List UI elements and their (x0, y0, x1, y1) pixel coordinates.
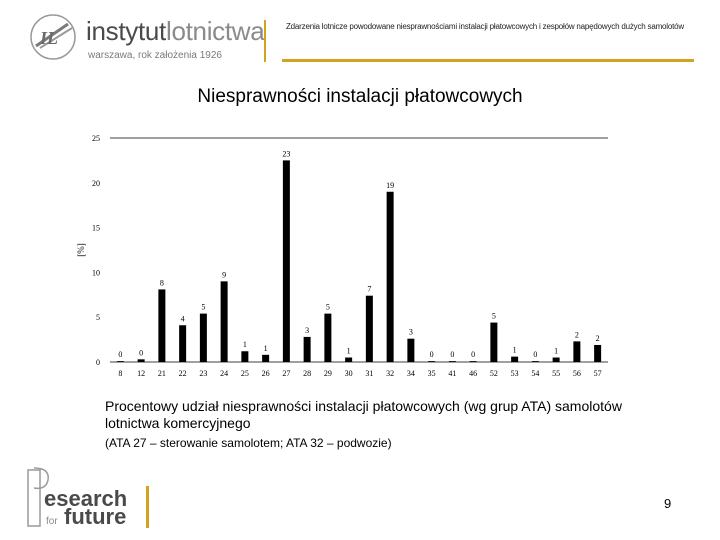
data-label: 1 (512, 345, 517, 355)
logo-future-text: future (64, 504, 127, 529)
data-label: 7 (367, 284, 372, 294)
x-tick-label: 23 (199, 369, 208, 378)
bar (594, 345, 601, 362)
logo-research-text: esearch (44, 486, 128, 511)
bar (553, 358, 560, 362)
x-tick-label: 31 (365, 369, 374, 378)
header (0, 0, 720, 70)
data-label: 0 (471, 350, 476, 360)
x-tick-label: 52 (489, 369, 498, 378)
bar (407, 339, 414, 362)
x-tick-label: 29 (323, 369, 332, 378)
data-label: 19 (386, 180, 395, 190)
x-tick-label: 25 (240, 369, 249, 378)
chart-caption: Procentowy udział niesprawności instalacji płatowcowych (wg grup ATA) samolotów lotnictwa komercyjnego (105, 398, 622, 431)
y-tick-label: 15 (92, 223, 100, 233)
data-label: 0 (139, 348, 144, 358)
x-tick-label: 55 (552, 369, 561, 378)
bar (179, 325, 186, 362)
bar (117, 361, 124, 362)
bar (532, 361, 539, 362)
svg-text:IL: IL (40, 28, 58, 48)
bar (283, 160, 290, 362)
bar (200, 314, 207, 362)
bar (158, 289, 165, 362)
data-label: 1 (346, 346, 351, 356)
data-label: 3 (305, 325, 310, 335)
data-label: 4 (180, 314, 185, 324)
bar (490, 323, 497, 362)
data-label: 5 (201, 302, 206, 312)
x-tick-label: 54 (531, 369, 540, 378)
data-label: 5 (491, 311, 496, 321)
x-tick-label: 34 (406, 369, 415, 378)
x-tick-label: 56 (572, 369, 581, 378)
logo-for-text: for (46, 516, 58, 527)
data-label: 23 (282, 149, 291, 159)
chart-caption-note: (ATA 27 – sterowanie samolotem; ATA 32 – podwozie) (105, 436, 392, 450)
bar (221, 281, 228, 362)
x-tick-label: 57 (593, 369, 602, 378)
header-divider (264, 20, 266, 62)
x-tick-label: 30 (344, 369, 353, 378)
x-tick-label: 22 (178, 369, 187, 378)
bar (138, 359, 145, 362)
bar (345, 358, 352, 362)
x-tick-label: 28 (303, 369, 312, 378)
x-tick-label: 41 (448, 369, 457, 378)
data-label: 2 (595, 333, 600, 343)
bar (324, 314, 331, 362)
bar (511, 357, 518, 362)
x-tick-label: 32 (386, 369, 395, 378)
bar (304, 337, 311, 362)
data-label: 3 (408, 327, 413, 337)
page-number: 9 (664, 496, 672, 511)
data-label: 9 (222, 270, 227, 280)
bar (241, 351, 248, 362)
data-label: 0 (429, 350, 434, 360)
bar (428, 361, 435, 362)
bar (262, 355, 269, 362)
logo-name: instytutlotnictwa (86, 16, 265, 46)
y-tick-label: 0 (96, 358, 100, 367)
y-axis-label: [%] (76, 243, 86, 257)
x-tick-label: 46 (469, 369, 478, 378)
research-for-future-logo (24, 466, 164, 530)
data-label: 1 (263, 343, 268, 353)
y-tick-label: 5 (96, 313, 100, 323)
bar-chart (70, 128, 620, 380)
data-label: 2 (574, 330, 579, 340)
bar (470, 361, 477, 362)
data-label: 0 (450, 350, 455, 360)
header-title: Zdarzenia lotnicze powodowane niesprawnościami instalacji płatowcowych i zespołów napędowych dużych samolotów (286, 22, 684, 31)
x-tick-label: 24 (220, 369, 229, 378)
logo-emblem-icon (28, 12, 78, 62)
bar (387, 192, 394, 362)
data-label: 5 (325, 302, 330, 312)
y-tick-label: 20 (92, 178, 100, 188)
data-label: 0 (533, 350, 538, 360)
header-rule (282, 59, 694, 62)
x-tick-label: 21 (157, 369, 166, 378)
x-tick-label: 26 (261, 369, 270, 378)
instytut-lotnictwa-logo (28, 12, 265, 64)
x-tick-label: 35 (427, 369, 436, 378)
data-label: 1 (554, 346, 559, 356)
slide-title: Niesprawności instalacji płatowcowych (197, 86, 523, 107)
data-label: 0 (118, 350, 123, 360)
bar (573, 341, 580, 362)
bar (366, 296, 373, 362)
y-tick-label: 25 (92, 134, 100, 143)
x-tick-label: 27 (282, 369, 291, 378)
bar (449, 361, 456, 362)
x-tick-label: 12 (137, 369, 146, 378)
y-tick-label: 10 (92, 268, 100, 278)
x-tick-label: 8 (118, 369, 123, 378)
x-tick-label: 53 (510, 369, 519, 378)
data-label: 8 (159, 278, 164, 288)
data-label: 1 (242, 340, 247, 350)
logo-tagline: warszawa, rok założenia 1926 (88, 50, 222, 61)
